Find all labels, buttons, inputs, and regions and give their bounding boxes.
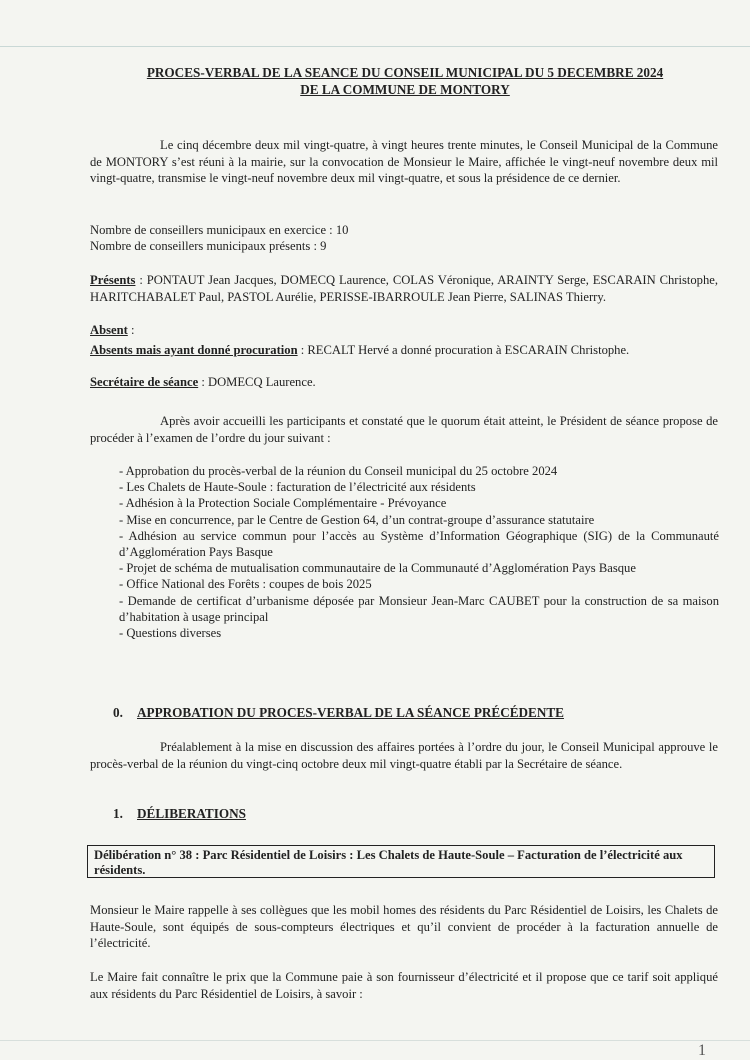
agenda-item: - Questions diverses bbox=[119, 626, 222, 641]
presents-label: Présents bbox=[90, 273, 136, 287]
section-1-label: DÉLIBERATIONS bbox=[137, 806, 246, 821]
agenda-item: - Office National des Forêts : coupes de bois 2025 bbox=[119, 577, 372, 592]
agenda-item: - Approbation du procès-verbal de la réunion du Conseil municipal du 25 octobre 2024 bbox=[119, 464, 558, 478]
agenda-list bbox=[119, 463, 719, 641]
quorum-paragraph: Après avoir accueilli les participants et constaté que le quorum était atteint, le Président de séance propose de procéder à l’examen de l’ordre du jour suivant : bbox=[90, 414, 718, 445]
section-1-heading bbox=[113, 806, 246, 822]
deliberation-heading-box: Délibération n° 38 : Parc Résidentiel de Loisirs : Les Chalets de Haute-Soule – Facturation de l’électricité aux résidents. bbox=[87, 845, 715, 878]
absent-text: : bbox=[127, 323, 135, 337]
agenda-item: - Demande de certificat d’urbanisme déposée par Monsieur Jean-Marc CAUBET pour la construction de sa maison d’habitation à usage principal bbox=[119, 593, 719, 624]
agenda-item: - Adhésion au service commun pour l’accès au Système d’Information Géographique (SIG) de la Communauté d’Agglomération Pays Basque bbox=[119, 528, 719, 560]
absent-label: Absent bbox=[90, 323, 128, 337]
secretaire-line bbox=[90, 374, 316, 391]
agenda-item: - Les Chalets de Haute-Soule : facturation de l’électricité aux résidents bbox=[119, 480, 476, 495]
section-0-text: Préalablement à la mise en discussion des affaires portées à l’ordre du jour, le Conseil Municipal approuve le procès-verbal de la réunion du vingt-cinq octobre deux mil vingt-quatre établi par la Secrétaire de séance. bbox=[90, 740, 718, 771]
presents-text: : PONTAUT Jean Jacques, DOMECQ Laurence, COLAS Véronique, ARAINTY Serge, ESCARAIN Christophe, HARITCHABALET Paul, PASTOL Aurélie, PERISSE-IBARROULE Jean Pierre, SALINAS Thierry. bbox=[90, 273, 718, 304]
intro-paragraph: Le cinq décembre deux mil vingt-quatre, à vingt heures trente minutes, le Conseil Municipal de la Commune de MONTORY s’est réuni à la mairie, sur la convocation de Monsieur le Maire, affichée le vingt-neuf novembre deux mil vingt-quatre, transmise le vingt-neuf novembre deux mil vingt-quatre, et sous la présidence de ce dernier. bbox=[90, 138, 718, 185]
procuration-label: Absents mais ayant donné procuration bbox=[90, 343, 298, 357]
section-0-number: 0. bbox=[113, 705, 123, 720]
agenda-item: - Mise en concurrence, par le Centre de Gestion 64, d’un contrat-groupe d’assurance statutaire bbox=[119, 512, 595, 527]
page-number: 1 bbox=[698, 1042, 706, 1059]
top-rule bbox=[0, 46, 750, 47]
title-line-1: PROCES-VERBAL DE LA SEANCE DU CONSEIL MUNICIPAL DU 5 DECEMBRE 2024 bbox=[146, 65, 664, 80]
section-0-heading bbox=[113, 705, 564, 721]
secretaire-label: Secrétaire de séance bbox=[90, 375, 199, 389]
document-title bbox=[90, 64, 720, 98]
agenda-item: - Adhésion à la Protection Sociale Complémentaire - Prévoyance bbox=[119, 496, 447, 511]
agenda-item: - Projet de schéma de mutualisation communautaire de la Communauté d’Agglomération Pays Basque bbox=[119, 561, 636, 576]
title-line-2: DE LA COMMUNE DE MONTORY bbox=[300, 82, 510, 97]
procuration-text: : RECALT Hervé a donné procuration à ESCARAIN Christophe. bbox=[297, 343, 630, 357]
bottom-rule bbox=[0, 1040, 750, 1041]
absent-line bbox=[90, 322, 134, 339]
presents-paragraph bbox=[90, 272, 718, 305]
section-1-number: 1. bbox=[113, 806, 123, 821]
deliberation-paragraph-1: Monsieur le Maire rappelle à ses collègues que les mobil homes des résidents du Parc Résidentiel de Loisirs, les Chalets de Haute-Soule, sont équipés de sous-compteurs électriques et qu’il convient de procéder à la facturation annuelle de l’électricité. bbox=[90, 903, 718, 950]
secretaire-text: : DOMECQ Laurence. bbox=[198, 375, 316, 389]
section-0-label: APPROBATION DU PROCES-VERBAL DE LA SÉANCE PRÉCÉDENTE bbox=[137, 705, 564, 720]
deliberation-paragraph-2: Le Maire fait connaître le prix que la Commune paie à son fournisseur d’électricité et il propose que ce tarif soit appliqué aux résidents du Parc Résidentiel de Loisirs, à savoir : bbox=[90, 970, 718, 1001]
count-exercice: Nombre de conseillers municipaux en exercice : 10 bbox=[90, 223, 349, 237]
procuration-paragraph bbox=[90, 342, 718, 359]
count-presents: Nombre de conseillers municipaux présents : 9 bbox=[90, 239, 327, 253]
